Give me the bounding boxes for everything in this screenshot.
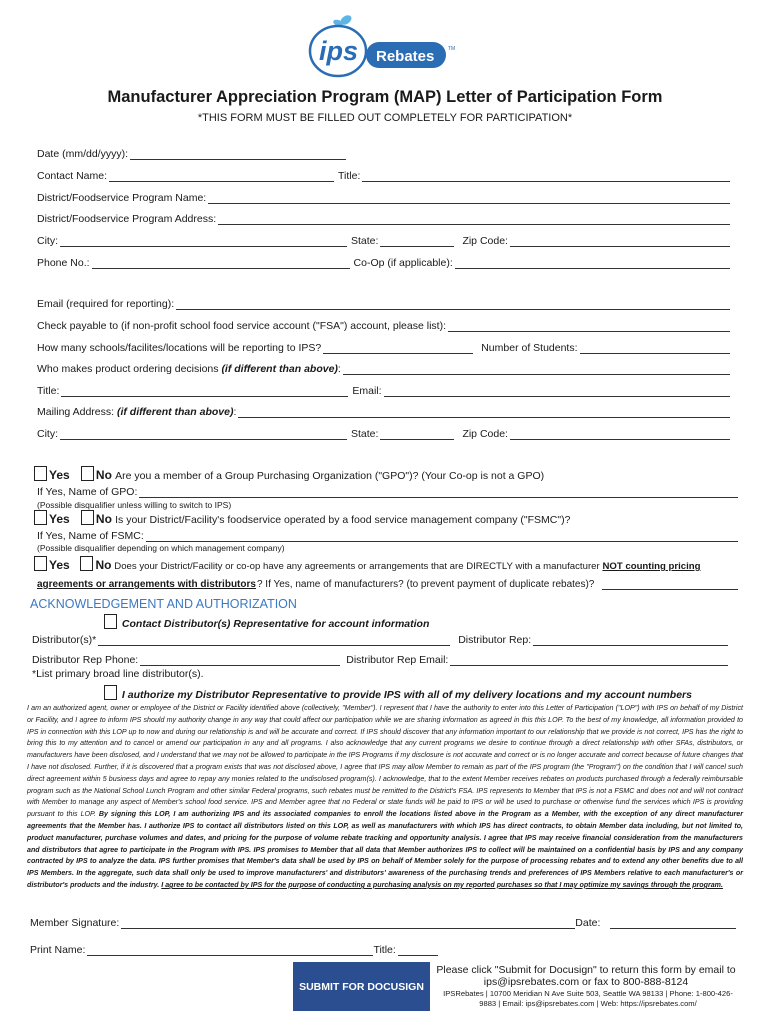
- rep-email-field[interactable]: [450, 655, 728, 666]
- state-field[interactable]: [380, 236, 454, 247]
- date-row: [37, 146, 350, 160]
- email2-field[interactable]: [384, 386, 730, 397]
- svg-text:ips: ips: [319, 36, 359, 66]
- city2-label: City:: [37, 428, 58, 440]
- gpo-yes-checkbox[interactable]: [34, 466, 47, 481]
- city-row: [37, 233, 734, 247]
- member-signature-field[interactable]: [121, 918, 575, 929]
- fsmc-name-row: [37, 528, 734, 542]
- direct-question-line2: [37, 576, 734, 590]
- who-makes-field[interactable]: [343, 364, 730, 375]
- who-makes-row: [37, 361, 734, 375]
- email-row: [37, 296, 734, 310]
- svg-text:Rebates: Rebates: [376, 48, 435, 65]
- fsmc-no-checkbox[interactable]: [81, 510, 94, 525]
- authorize-label: I authorize my Distributor Representative to provide IPS with all of my delivery locations and my account numbers: [121, 689, 692, 701]
- print-name-label: Print Name:: [30, 944, 86, 956]
- contact-name-label: Contact Name:: [37, 170, 108, 182]
- authorize-checkbox[interactable]: [104, 685, 117, 700]
- city2-row: [37, 426, 734, 440]
- num-students-label: Number of Students:: [481, 342, 578, 354]
- footer-instructions: Please click "Submit for Docusign" to return this form by email to ips@ipsrebates.com or fax to 800-888-8124: [436, 964, 736, 988]
- check-payable-field[interactable]: [448, 321, 730, 332]
- zip-field[interactable]: [510, 236, 730, 247]
- print-title-label: Title:: [373, 944, 396, 956]
- rep-email-label: Distributor Rep Email:: [346, 654, 449, 666]
- phone-field[interactable]: [92, 258, 350, 269]
- check-payable-row: [37, 318, 734, 332]
- title-label: Title:: [338, 170, 361, 182]
- signature-row: [30, 915, 736, 929]
- coop-field[interactable]: [455, 258, 730, 269]
- legal-text: [27, 703, 743, 892]
- email2-label: Email:: [352, 385, 382, 397]
- gpo-question-text: Are you a member of a Group Purchasing Organization ("GPO")? (Your Co-op is not a GPO): [115, 470, 545, 482]
- contact-row: [37, 168, 734, 182]
- city2-field[interactable]: [60, 429, 347, 440]
- authorize-row: [104, 685, 692, 701]
- district-address-row: [37, 211, 734, 225]
- distributors-field[interactable]: [98, 635, 450, 646]
- gpo-name-row: [37, 484, 734, 498]
- how-many-label: How many schools/facilites/locations will be reporting to IPS?: [37, 342, 322, 354]
- state2-field[interactable]: [380, 429, 454, 440]
- check-payable-label: Check payable to (if non-profit school food service account ("FSA") account, please list):: [37, 320, 446, 332]
- print-name-field[interactable]: [87, 945, 373, 956]
- direct-question-bold: NOT counting pricing: [602, 561, 701, 572]
- gpo-no-checkbox[interactable]: [81, 466, 94, 481]
- district-name-label: District/Foodservice Program Name:: [37, 192, 207, 204]
- city-label: City:: [37, 235, 58, 247]
- distributor-row: [32, 632, 732, 646]
- title2-field[interactable]: [61, 386, 348, 397]
- direct-yes-checkbox[interactable]: [34, 556, 47, 571]
- district-name-field[interactable]: [208, 193, 730, 204]
- page-subtitle: *THIS FORM MUST BE FILLED OUT COMPLETELY FOR PARTICIPATION*: [197, 112, 573, 124]
- title-field[interactable]: [362, 171, 730, 182]
- title2-label: Title:: [37, 385, 60, 397]
- how-many-field[interactable]: [323, 343, 473, 354]
- direct-question-text: Does your District/Facility or co-op have any agreements or arrangements that are DIRECTLY with a manufacturer: [114, 561, 600, 572]
- gpo-note: (Possible disqualifier unless willing to switch to IPS): [37, 500, 232, 510]
- direct-agreement-question-row: Yes No Does your District/Facility or co-op have any agreements or arrangements that are DIRECTLY with a manufacturer NOT counting pricing: [34, 556, 701, 572]
- contact-rep-checkbox[interactable]: [104, 614, 117, 629]
- direct-question-line2-text: ? If Yes, name of manufacturers? (to prevent payment of duplicate rebates)?: [256, 579, 595, 590]
- gpo-name-label: If Yes, Name of GPO:: [37, 486, 138, 498]
- district-name-row: [37, 190, 734, 204]
- phone-row: [37, 255, 734, 269]
- date-field[interactable]: [130, 149, 346, 160]
- who-makes-label: Who makes product ordering decisions (if different than above):: [37, 363, 341, 375]
- fsmc-name-label: If Yes, Name of FSMC:: [37, 530, 144, 542]
- date-label: Date (mm/dd/yyyy):: [37, 148, 129, 160]
- signature-date-field[interactable]: [610, 918, 736, 929]
- dist-rep-label: Distributor Rep:: [458, 634, 532, 646]
- rep-phone-field[interactable]: [140, 655, 340, 666]
- print-title-field[interactable]: [398, 945, 438, 956]
- legal-p3: I agree to be contacted by IPS for the purpose of conducting a purchasing analysis on my reported purchases so that I may optimize my savings through the program.: [161, 880, 723, 889]
- district-address-field[interactable]: [218, 214, 730, 225]
- fsmc-question-row: Yes No Is your District/Facility's foodservice operated by a food service management company ("FSMC")?: [34, 510, 570, 526]
- zip2-field[interactable]: [510, 429, 730, 440]
- zip-label: Zip Code:: [462, 235, 508, 247]
- num-students-field[interactable]: [580, 343, 730, 354]
- logo-graphic: [306, 8, 466, 80]
- submit-docusign-button[interactable]: SUBMIT FOR DOCUSIGN: [293, 962, 430, 1011]
- signature-date-label: Date:: [575, 917, 601, 929]
- member-signature-label: Member Signature:: [30, 917, 120, 929]
- rep-contact-row: [32, 652, 732, 666]
- dist-rep-field[interactable]: [533, 635, 728, 646]
- email-label: Email (required for reporting):: [37, 298, 175, 310]
- contact-rep-row: [104, 614, 429, 630]
- rep-phone-label: Distributor Rep Phone:: [32, 654, 139, 666]
- gpo-name-field[interactable]: [139, 487, 738, 498]
- fsmc-question-text: Is your District/Facility's foodservice operated by a food service management company ("FSMC")?: [115, 514, 571, 526]
- title2-row: [37, 383, 734, 397]
- zip2-label: Zip Code:: [462, 428, 508, 440]
- contact-name-field[interactable]: [109, 171, 334, 182]
- manufacturers-field[interactable]: [602, 579, 738, 590]
- fsmc-note: (Possible disqualifier depending on which management company): [37, 543, 285, 553]
- legal-p1: I am an authorized agent, owner or employee of the District or Facility identified above (collectively, "Member"). I represent that I have the authority to enter into this Letter of Participation ("LOP") with IPS on behalf of my District or Facility, and I agree to inform IPS should my authority change in any way that could affect our participation while we are sharing information as agreed in this this LOP. To the best of my knowledge, all information provided to IPS in connection with this LOP up to now and during our relationship is and will be accurate and correct. If IPS should discover that any information important to our relationship that we provide is not correct, IPS has the right to bring this to my attention and to cancel or amend our participation in any and all programs. I also acknowledge that any current programs we desire to continue through a direct relationship with other SFAs, distributors, or manufacturers have been disclosed, and I understand that we may not be allowed to participate in the IPS Programs if my disclosure is not accurate and correct or is no longer accurate and correct because of future changes that I have not disclosed. Further, if it is discovered that a program exists that was not disclosed above, I agree that IPS may allow Member to remain as part of the IPS program (the "Program") on the condition that I will cancel such direct agreement within 5 business days and agree to repay any monies related to the undisclosed program(s). I acknowledge, that to the extent Member receives rebates on products purchased through a federally reimbursable program such as the National School Lunch Program and other similar Federal programs, such rebates must be remitted to the District's FSA. IPS represents to Member that IPS is not a FSMC and does not and will not contract with Member to manage any aspect of Member's school food service. IPS and Member agree that no Federal or state funds will be paid to IPS or will be used to purchase or otherwise fund the services which IPS is providing pursuant to this LOP.: [27, 704, 743, 819]
- ips-rebates-logo: [306, 8, 466, 80]
- coop-label: Co-Op (if applicable):: [353, 257, 453, 269]
- footer-address: IPSRebates | 10700 Meridian N Ave Suite 503, Seattle WA 98133 | Phone: 1-800-426-9883 | Email: ips@ipsrebates.com | Web: https://ipsrebates.com/: [443, 989, 733, 1008]
- ack-heading: ACKNOWLEDGEMENT AND AUTHORIZATION: [30, 597, 297, 611]
- fsmc-yes-checkbox[interactable]: [34, 510, 47, 525]
- list-note: *List primary broad line distributor(s).: [32, 668, 204, 680]
- contact-rep-label: Contact Distributor(s) Representative for account information: [121, 618, 430, 630]
- mailing-label: Mailing Address: (if different than above):: [37, 406, 237, 418]
- page-title: Manufacturer Appreciation Program (MAP) Letter of Participation Form: [107, 88, 663, 106]
- direct-no-checkbox[interactable]: [80, 556, 93, 571]
- district-address-label: District/Foodservice Program Address:: [37, 213, 217, 225]
- mailing-field[interactable]: [238, 407, 730, 418]
- mailing-row: [37, 404, 734, 418]
- locations-row: [37, 340, 734, 354]
- state2-label: State:: [351, 428, 379, 440]
- print-name-row: [30, 942, 438, 956]
- distributors-label: Distributor(s)*: [32, 634, 97, 646]
- state-label: State:: [351, 235, 379, 247]
- gpo-question-row: Yes No Are you a member of a Group Purchasing Organization ("GPO")? (Your Co-op is not a GPO): [34, 466, 544, 482]
- city-field[interactable]: [60, 236, 347, 247]
- fsmc-name-field[interactable]: [146, 531, 738, 542]
- legal-p2: By signing this LOP, I am authorizing IPS and its associated companies to enroll the locations listed above in the Program as a Member, with the exception of any direct manufacturer agreements that the Member has. I authorize IPS to contact all distributors listed on this LOP, as well as manufacturers with which IPS has direct contracts, to obtain Member data including, but not limited to, product manufacturer, purchase volumes and dates, and pricing for the purpose of volume rebate tracking and opportunity analysis. I agree that IPS may receive financial consideration from the manufacturers and distributors that agree to participate in the Program with IPS. IPS promises to Member that all data that Member authorizes IPS to collect will be maintained on a confidential basis by IPS and any company contracted by IPS to analyze the data. IPS further promises that Member's data shall be used by IPS on behalf of Member solely for the purpose of processing rebates and to extend any other benefits due to all IPS Members. In the aggregate, such data shall only be used to improve manufacturers' and distributors' awareness of the purchasing trends and preferences of IPS Members relative to each manufacturer's or distributor's products and the industry.: [27, 810, 743, 889]
- svg-text:TM: TM: [448, 46, 456, 52]
- email-field[interactable]: [176, 299, 730, 310]
- direct-question-line2-bold: agreements or arrangements with distributors: [37, 579, 256, 590]
- phone-label: Phone No.:: [37, 257, 90, 269]
